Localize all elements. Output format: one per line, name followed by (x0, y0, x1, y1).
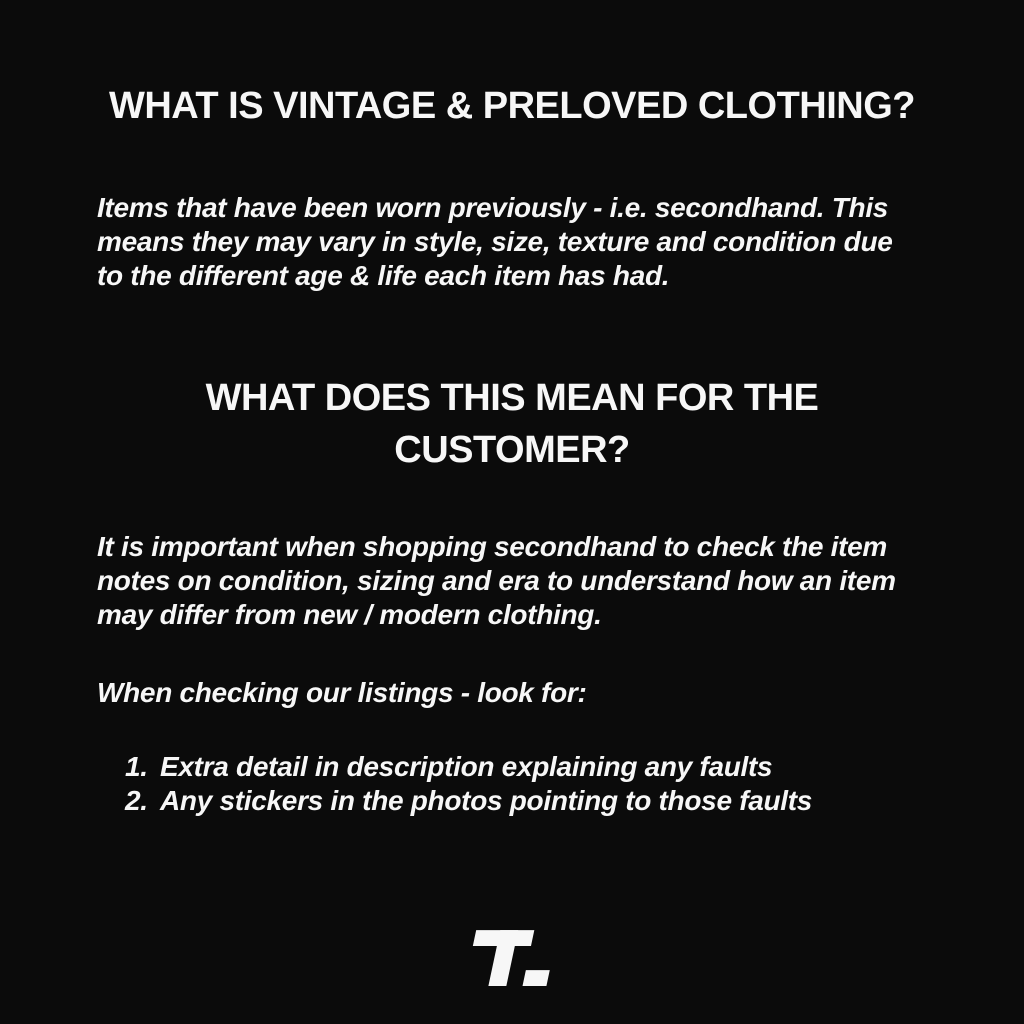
list-item (125, 784, 944, 818)
listings-lead: When checking our listings - look for: (97, 677, 587, 708)
intro-paragraph (97, 191, 944, 293)
heading-line: CUSTOMER? (394, 429, 630, 471)
page-title: WHAT IS VINTAGE & PRELOVED CLOTHING? (108, 85, 916, 127)
paragraph-line: Items that have been worn previously - i.e. secondhand. This (97, 192, 889, 223)
list-item-number: 2. (125, 785, 148, 816)
paragraph-line: It is important when shopping secondhand to check the item (97, 531, 888, 562)
customer-paragraph (97, 530, 944, 632)
list-item-number: 1. (125, 751, 148, 782)
list-item-text: Any stickers in the photos pointing to those faults (160, 785, 813, 816)
heading-line: WHAT DOES THIS MEAN FOR THE (205, 377, 819, 419)
brand-logo (472, 930, 552, 988)
paragraph-line: notes on condition, sizing and era to understand how an item (97, 565, 896, 596)
paragraph-line: may differ from new / modern clothing. (97, 599, 602, 630)
list-item (125, 750, 944, 784)
paragraph-line: means they may vary in style, size, texture and condition due (97, 226, 893, 257)
list-item-text: Extra detail in description explaining any faults (160, 751, 773, 782)
checklist (125, 750, 944, 818)
t-logo-icon (472, 930, 552, 988)
section-heading-customer (0, 372, 1024, 476)
paragraph-line: to the different age & life each item has had. (97, 260, 670, 291)
